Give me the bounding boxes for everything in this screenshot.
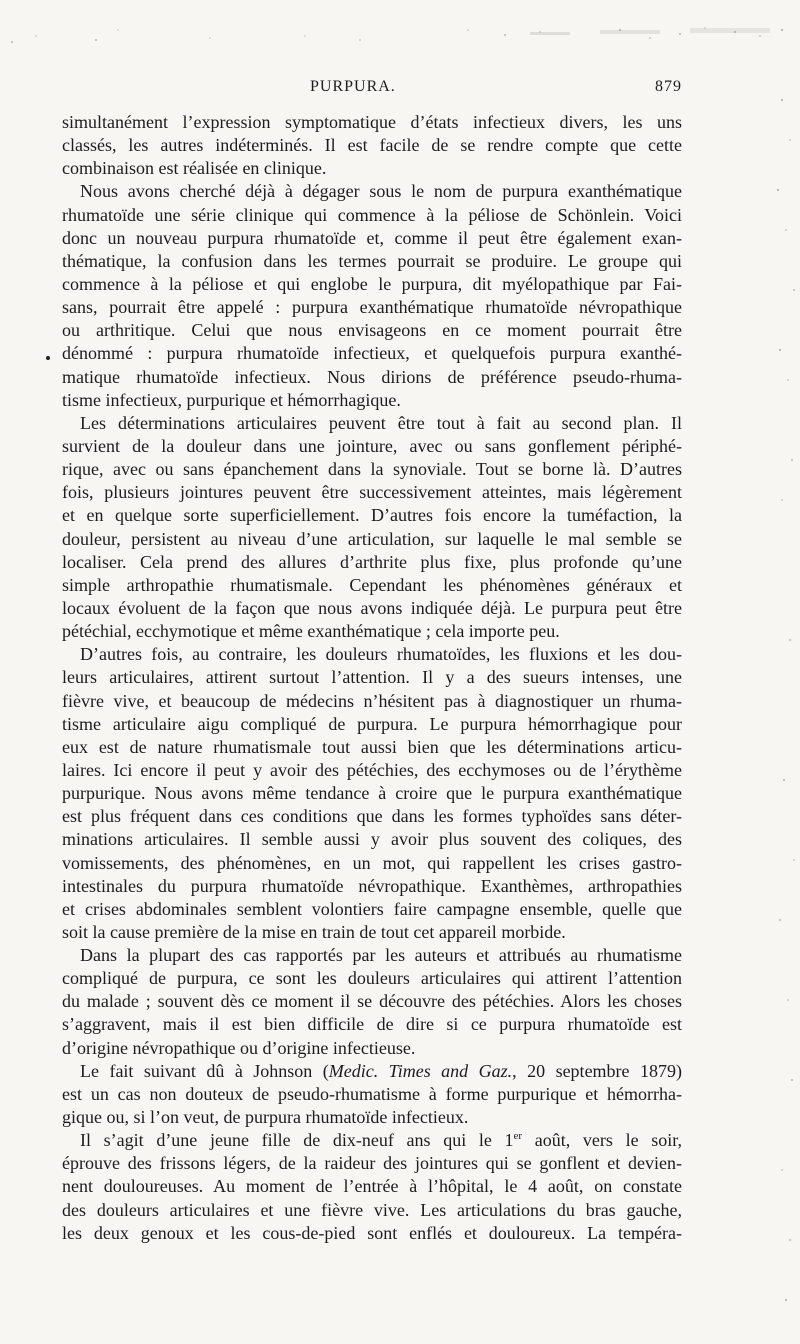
text-run: août, vers le soir, <box>522 1130 683 1151</box>
running-header <box>62 78 682 104</box>
text-line <box>62 1060 682 1083</box>
text-line: tisme infectieux, purpurique et hémorrhagique. <box>62 389 401 410</box>
text-line: classés, les autres indéterminés. Il est facile de se rendre compte que cette <box>62 135 682 156</box>
text-line: D’autres fois, au contraire, les douleurs rhumatoïdes, les fluxions et les dou- <box>80 644 682 665</box>
text-line: nent douloureuses. Au moment de l’entrée à l’hôpital, le 4 août, on constate <box>62 1176 682 1197</box>
text-line: leurs articulaires, attirent surtout l’attention. Il y a des sueurs intenses, une <box>62 667 682 688</box>
text-run: Il s’agit d’une jeune fille de dix-neuf ans qui le 1 <box>80 1130 514 1151</box>
text-line: survient de la douleur dans une jointure, avec ou sans gonflement périphé- <box>62 435 682 456</box>
text-line: compliqué de purpura, ce sont les douleurs articulaires qui attirent l’attention <box>62 968 682 989</box>
margin-dot <box>46 356 50 360</box>
text-line: Les déterminations articulaires peuvent être tout à fait au second plan. Il <box>80 412 682 433</box>
text-line: pétéchial, ecchymotique et même exanthématique ; cela importe peu. <box>62 621 560 642</box>
page-number: 879 <box>655 78 682 95</box>
text-line: Nous avons cherché déjà à dégager sous le nom de purpura exanthématique <box>80 181 682 202</box>
scan-speckle-noise <box>0 0 800 60</box>
text-line: vomissements, des phénomènes, en un mot, qui rappellent les crises gastro- <box>62 852 682 873</box>
text-line: laires. Ici encore il peut y avoir des pétéchies, des ecchymoses ou de l’érythème <box>62 759 682 780</box>
text-line: et en quelque sorte superficiellement. D’autres fois encore la tuméfaction, la <box>62 505 682 526</box>
text-line: eux est de nature rhumatismale tout aussi bien que les déterminations articu- <box>62 736 682 757</box>
text-line: Dans la plupart des cas rapportés par les auteurs et attribués au rhumatisme <box>80 945 682 966</box>
text-line: purpurique. Nous avons même tendance à croire que le purpura exanthématique <box>62 783 682 804</box>
text-line: soit la cause première de la mise en train de tout cet appareil morbide. <box>62 921 566 942</box>
text-line: du malade ; souvent dès ce moment il se découvre des pétéchies. Alors les choses <box>62 991 682 1012</box>
text-line <box>62 1129 682 1152</box>
text-run: , 20 septembre 1879) <box>512 1060 682 1081</box>
text-line: thématique, la confusion dans les termes pourrait se produire. Le groupe qui <box>62 250 682 271</box>
text-line: ou arthritique. Celui que nous envisageons en ce moment pourrait être <box>62 320 682 341</box>
text-line: intestinales du purpura rhumatoïde névropathique. Exanthèmes, arthropathies <box>62 875 682 896</box>
running-title: PURPURA. <box>310 78 396 95</box>
text-line: est plus fréquent dans ces conditions que dans les formes typhoïdes sans déter- <box>62 806 682 827</box>
text-line: sans, pourrait être appelé : purpura exanthématique rhumatoïde névropathique <box>62 297 682 318</box>
text-line: les deux genoux et les cous-de-pied sont enflés et douloureux. La tempéra- <box>62 1222 682 1243</box>
text-run: Le fait suivant dû à Johnson ( <box>80 1060 329 1081</box>
journal-citation: Medic. Times and Gaz. <box>328 1060 513 1081</box>
text-line: des douleurs articulaires et une fièvre vive. Les articulations du bras gauche, <box>62 1199 682 1220</box>
text-line: commence à la péliose et qui englobe le purpura, dit myélopathique par Fai- <box>62 273 682 294</box>
text-line: éprouve des frissons légers, de la raideur des jointures qui se gonflent et devien- <box>62 1153 682 1174</box>
text-line: fois, plusieurs jointures peuvent être successivement atteintes, mais légèrement <box>62 482 682 503</box>
text-line: d’origine névropathique ou d’origine infectieuse. <box>62 1037 416 1058</box>
text-line: douleur, persistent au niveau d’une articulation, sur laquelle le mal semble se <box>62 528 682 549</box>
text-line: minations articulaires. Il semble aussi y avoir plus souvent des coliques, des <box>62 829 682 850</box>
text-line: gique ou, si l’on veut, de purpura rhumatoïde infectieux. <box>62 1107 469 1128</box>
text-line: simple arthropathie rhumatismale. Cependant les phénomènes généraux et <box>62 574 682 595</box>
text-line: localiser. Cela prend des allures d’arthrite plus fixe, plus profonde qu’une <box>62 551 682 572</box>
text-line: tisme articulaire aigu compliqué de purpura. Le purpura hémorrhagique pour <box>62 713 682 734</box>
text-line: simultanément l’expression symptomatique d’états infectieux divers, les uns <box>62 112 682 132</box>
text-line: donc un nouveau purpura rhumatoïde et, comme il peut être également exan- <box>62 227 682 248</box>
text-line: rhumatoïde une série clinique qui commence à la péliose de Schönlein. Voici <box>62 204 682 225</box>
text-line: et crises abdominales semblent volontiers faire campagne ensemble, quelle que <box>62 898 682 919</box>
text-line: rique, avec ou sans épanchement dans la synoviale. Tout se borne là. D’autres <box>62 459 682 480</box>
text-line: est un cas non douteux de pseudo-rhumatisme à forme purpurique et hémorrha- <box>62 1083 682 1104</box>
text-line: s’aggravent, mais il est bien difficile de dire si ce purpura rhumatoïde est <box>62 1014 682 1035</box>
text-line: fièvre vive, et beaucoup de médecins n’hésitent pas à diagnostiquer un rhuma- <box>62 690 682 711</box>
body-text <box>62 111 682 1245</box>
ordinal-superscript: er <box>513 1130 523 1143</box>
text-line: dénommé : purpura rhumatoïde infectieux, et quelquefois purpura exanthé- <box>62 343 682 364</box>
scan-edge-marks <box>760 80 800 1320</box>
text-line: combinaison est réalisée en clinique. <box>62 158 327 179</box>
text-line: matique rhumatoïde infectieux. Nous dirions de préférence pseudo-rhuma- <box>62 366 682 387</box>
text-line: locaux évoluent de la façon que nous avons indiquée déjà. Le purpura peut être <box>62 597 682 618</box>
